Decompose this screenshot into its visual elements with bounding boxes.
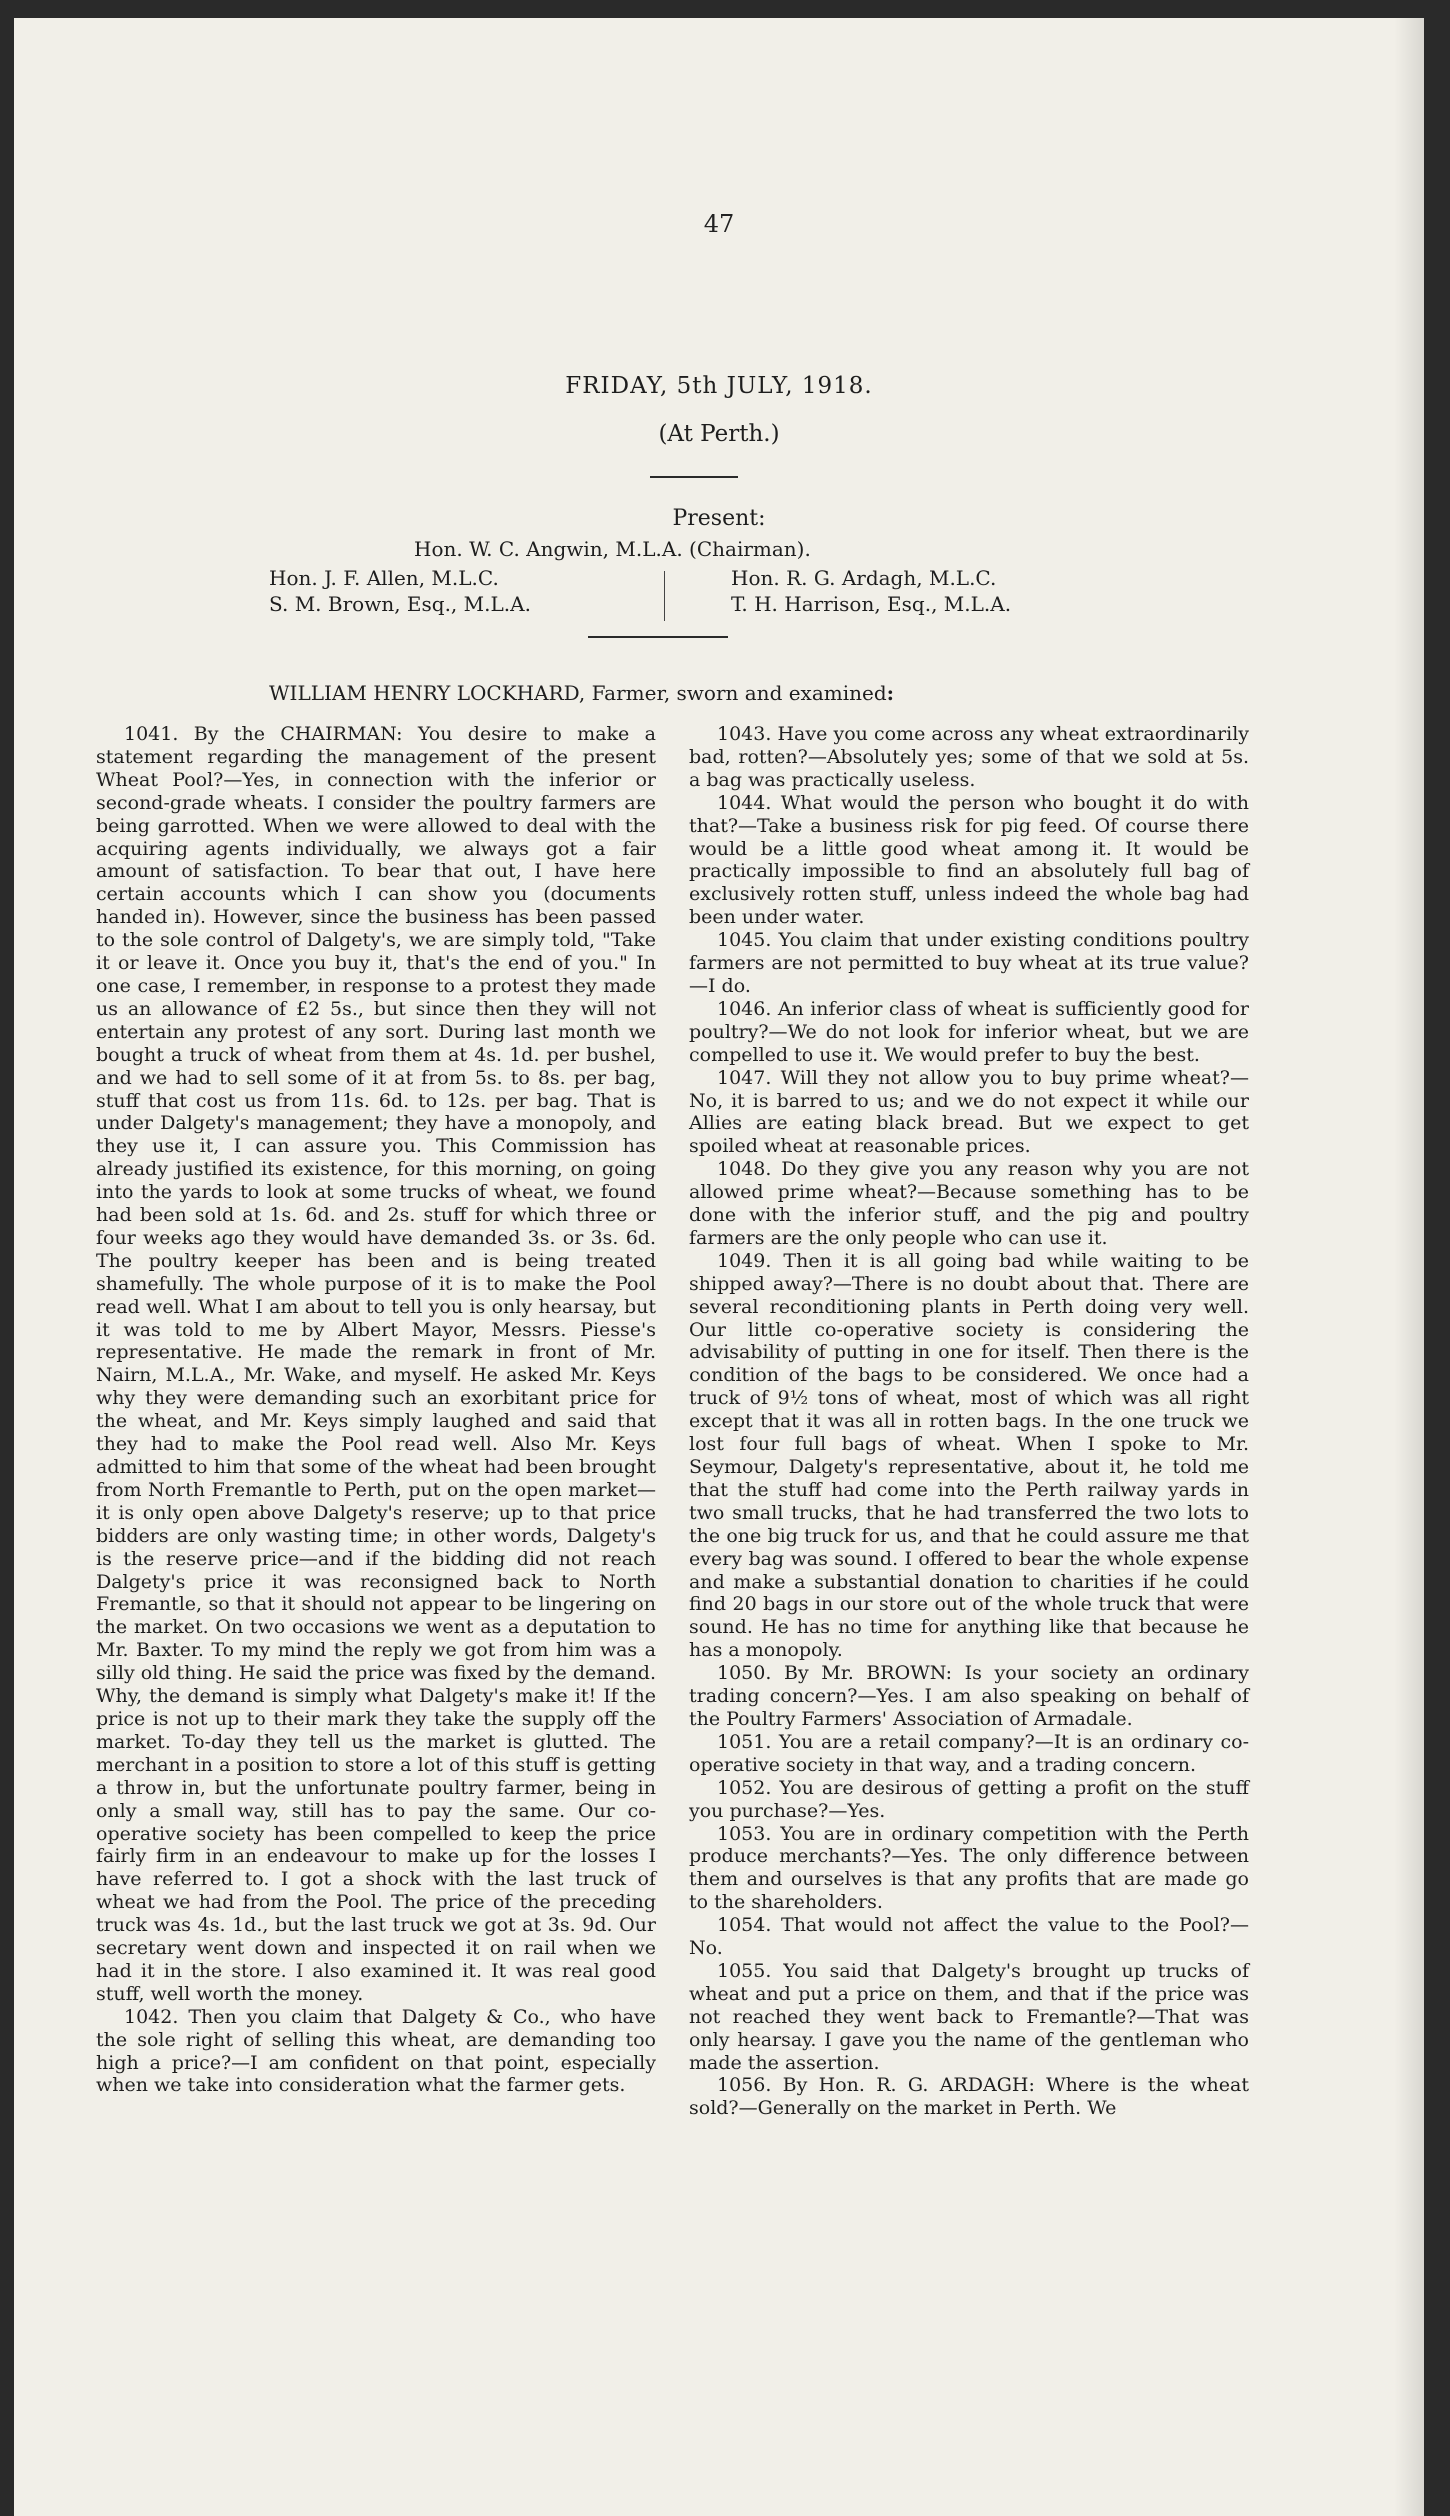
witness-name: WILLIAM HENRY LOCKHARD, bbox=[269, 681, 586, 705]
present-heading: Present: bbox=[672, 506, 766, 531]
witness-heading bbox=[269, 681, 894, 705]
witness-role-colon: : bbox=[886, 681, 895, 705]
divider-rule bbox=[650, 476, 738, 478]
members-right-column bbox=[731, 565, 1011, 617]
column-separator bbox=[664, 571, 665, 621]
member-entry: Hon. J. F. Allen, M.L.C. bbox=[269, 566, 499, 590]
testimony-paragraph: 1046. An inferior class of wheat is sufficiently good for poultry?—We do not look for inferior wheat, but we are compelled to use it. We would prefer to buy the best. bbox=[689, 997, 1249, 1066]
testimony-paragraph: 1041. By the CHAIRMAN: You desire to make a statement regarding the management of the present Wheat Pool?—Yes, in connection with the inferior or second-grade wheats. I consider the poultry farmers are being garrotted. When we were allowed to deal with the acquiring agents individually, we always got a fair amount of satisfaction. To bear that out, I have here certain accounts which I can show you (documents handed in). However, since the business has been passed to the sole control of Dalgety's, we are simply told, "Take it or leave it. Once you buy it, that's the end of you." In one case, I remember, in response to a protest they made us an allowance of £2 5s., but since then they will not entertain any protest of any sort. During last month we bought a truck of wheat from them at 4s. 1d. per bushel, and we had to sell some of it at from 5s. to 8s. per bag, stuff that cost us from 11s. 6d. to 12s. per bag. That is under Dalgety's management; they have a monopoly, and they use it, I can assure you. This Commission has already justified its existence, for this morning, on going into the yards to look at some trucks of wheat, we found had been sold at 1s. 6d. and 2s. stuff for which three or four weeks ago they would have demanded 3s. or 3s. 6d. The poultry keeper has been and is being treated shamefully. The whole purpose of it is to make the Pool read well. What I am about to tell you is only hearsay, but it was told to me by Albert Mayor, Messrs. Piesse's representative. He made the remark in front of Mr. Nairn, M.L.A., Mr. Wake, and myself. He asked Mr. Keys why they were demanding such an exorbitant price for the wheat, and Mr. Keys simply laughed and said that they had to make the Pool read well. Also Mr. Keys admitted to him that some of the wheat had been brought from North Fremantle to Perth, put on the open market—it is only open above Dalgety's reserve; up to that price bidders are only wasting time; in other words, Dalgety's is the reserve price—and if the bidding did not reach Dalgety's price it was reconsigned back to North Fremantle, so that it should not appear to be lingering on the market. On two occasions we went as a deputation to Mr. Baxter. To my mind the reply we got from him was a silly old thing. He said the price was fixed by the demand. Why, the demand is simply what Dalgety's make it! If the price is not up to their mark they take the supply off the market. To-day they tell us the market is glutted. The merchant in a position to store a lot of this stuff is getting a throw in, but the unfortunate poultry farmer, being in only a small way, still has to pay the same. Our co-operative society has been compelled to keep the price fairly firm in an endeavour to make up for the losses I have referred to. I got a shock with the last truck of wheat we had from the Pool. The price of the preceding truck was 4s. 1d., but the last truck we got at 3s. 9d. Our secretary went down and inspected it on rail when we had it in the store. I also examined it. It was real good stuff, well worth the money. bbox=[96, 723, 657, 2005]
member-entry: S. M. Brown, Esq., M.L.A. bbox=[269, 592, 531, 616]
session-place: (At Perth.) bbox=[658, 421, 780, 447]
members-left-column bbox=[269, 565, 531, 617]
testimony-paragraph: 1055. You said that Dalgety's brought up trucks of wheat and put a price on them, and that if the price was not reached they went back to Fremantle?—That was only hearsay. I gave you the name of the gentleman who made the assertion. bbox=[689, 1959, 1249, 2074]
divider-rule bbox=[588, 636, 728, 638]
testimony-right-column bbox=[689, 723, 1249, 2120]
testimony-paragraph: 1043. Have you come across any wheat extraordinarily bad, rotten?—Absolutely yes; some of that we sold at 5s. a bag was practically useless. bbox=[689, 723, 1249, 791]
testimony-paragraph: 1052. You are desirous of getting a profit on the stuff you purchase?—Yes. bbox=[689, 1776, 1249, 1822]
document-page bbox=[14, 18, 1424, 2516]
testimony-paragraph: 1050. By Mr. BROWN: Is your society an ordinary trading concern?—Yes. I am also speaking on behalf of the Poultry Farmers' Association of Armadale. bbox=[689, 1662, 1249, 1730]
testimony-paragraph: 1051. You are a retail company?—It is an ordinary co-operative society in that way, and a trading concern. bbox=[689, 1730, 1249, 1776]
chairman-line: Hon. W. C. Angwin, M.L.A. (Chairman). bbox=[414, 537, 811, 561]
testimony-paragraph: 1044. What would the person who bought it do with that?—Take a business risk for pig feed. Of course there would be a little good wheat among it. It would be practically impossible to find an absolutely full bag of exclusively rotten stuff, unless indeed the whole bag had been under water. bbox=[689, 791, 1249, 929]
page-number: 47 bbox=[703, 210, 735, 238]
member-entry: Hon. R. G. Ardagh, M.L.C. bbox=[731, 566, 997, 590]
testimony-paragraph: 1056. By Hon. R. G. ARDAGH: Where is the wheat sold?—Generally on the market in Perth. We bbox=[689, 2074, 1249, 2120]
testimony-paragraph: 1042. Then you claim that Dalgety & Co., who have the sole right of selling this wheat, are demanding too high a price?—I am confident on that point, especially when we take into consideration what the farmer gets. bbox=[96, 2005, 656, 2097]
session-date: FRIDAY, 5th JULY, 1918. bbox=[565, 373, 873, 399]
testimony-left-column bbox=[96, 723, 656, 2097]
witness-role: Farmer, sworn and examined bbox=[585, 681, 887, 705]
testimony-paragraph: 1049. Then it is all going bad while waiting to be shipped away?—There is no doubt about that. There are several reconditioning plants in Perth doing very well. Our little co-operative society is considering the advisability of putting in one for itself. Then there is the condition of the bags to be considered. We once had a truck of 9½ tons of wheat, most of which was all right except that it was all in rotten bags. In the one truck we lost four full bags of wheat. When I spoke to Mr. Seymour, Dalgety's representative, about it, he told me that the stuff had come into the Perth railway yards in two small trucks, that he had transferred the two lots to the one big truck for us, and that he could assure me that every bag was sound. I offered to bear the whole expense and make a substantial donation to charities if he could find 20 bags in our store out of the whole truck that were sound. He has no time for anything like that because he has a monopoly. bbox=[689, 1249, 1249, 1662]
member-entry: T. H. Harrison, Esq., M.L.A. bbox=[731, 592, 1012, 616]
testimony-paragraph: 1053. You are in ordinary competition with the Perth produce merchants?—Yes. The only difference between them and ourselves is that any profits that are made go to the shareholders. bbox=[689, 1822, 1249, 1914]
testimony-paragraph: 1048. Do they give you any reason why you are not allowed prime wheat?—Because something has to be done with the inferior stuff, and the pig and poultry farmers are the only people who can use it. bbox=[689, 1158, 1249, 1249]
testimony-paragraph: 1047. Will they not allow you to buy prime wheat?—No, it is barred to us; and we do not expect it while our Allies are eating black bread. But we expect to get spoiled wheat at reasonable prices. bbox=[689, 1066, 1249, 1158]
testimony-paragraph: 1054. That would not affect the value to the Pool?—No. bbox=[689, 1914, 1249, 1960]
testimony-paragraph: 1045. You claim that under existing conditions poultry farmers are not permitted to buy wheat at its true value?—I do. bbox=[689, 929, 1249, 997]
